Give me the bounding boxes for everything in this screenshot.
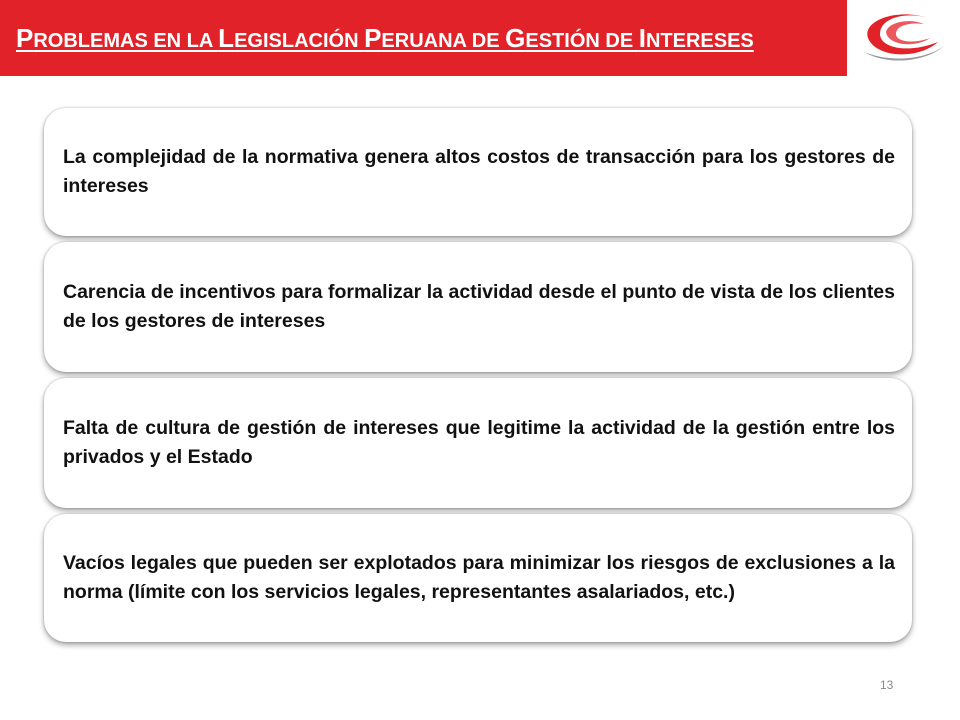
list-item: [44, 108, 912, 236]
list-item-text: Vacíos legales que pueden ser explotados para minimizar los riesgos de exclusiones a la norma (límite con los servicios legales, representantes asalariados, etc.): [63, 552, 895, 603]
list-item: [44, 242, 912, 372]
slide-title: PROBLEMAS EN LA LEGISLACIÓN PERUANA DE GESTIÓN DE INTERESES: [16, 23, 754, 53]
list-item-text: Falta de cultura de gestión de intereses que legitime la actividad de la gestión entre los privados y el Estado: [63, 417, 895, 468]
title-bar: [0, 0, 847, 76]
swirl-logo-icon: [858, 8, 948, 70]
list-item-text: Carencia de incentivos para formalizar la actividad desde el punto de vista de los clientes de los gestores de intereses: [63, 281, 895, 332]
list-item: [44, 378, 912, 508]
list-item-text: La complejidad de la normativa genera altos costos de transacción para los gestores de intereses: [63, 146, 895, 197]
page-number: 13: [880, 678, 894, 692]
list-item: [44, 514, 912, 642]
